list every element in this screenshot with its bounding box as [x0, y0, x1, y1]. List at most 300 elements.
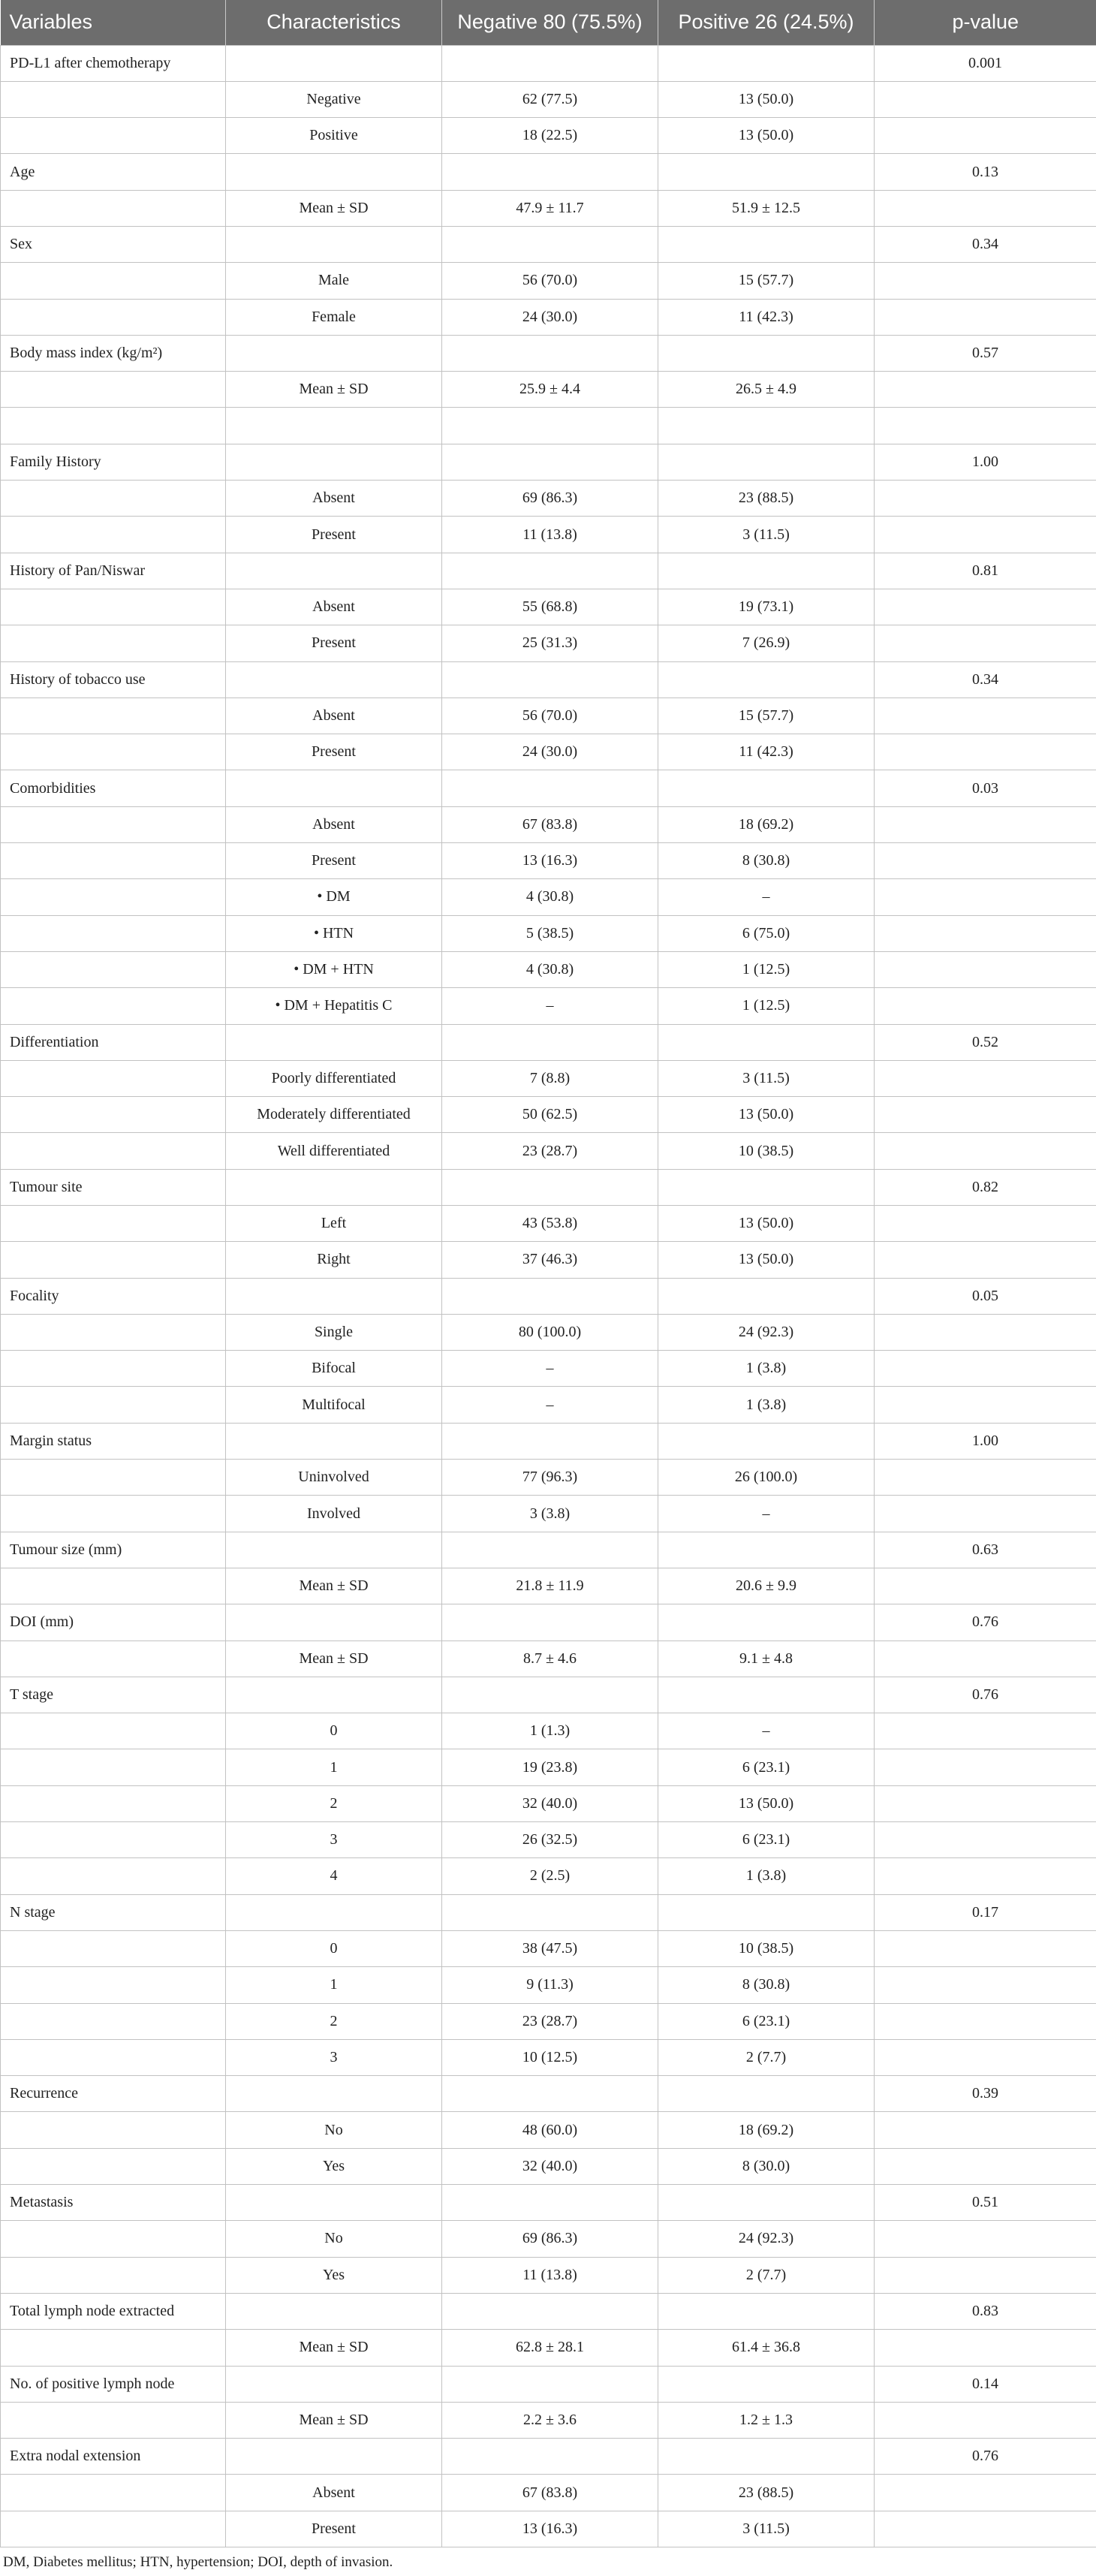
negative-cell: 80 (100.0)	[442, 1314, 658, 1350]
p-value-cell	[875, 915, 1096, 951]
table-row	[1, 1351, 1096, 1387]
negative-cell: 11 (13.8)	[442, 2257, 658, 2293]
p-value-cell	[875, 1496, 1096, 1532]
variable-cell	[1, 1496, 226, 1532]
characteristic-cell: Mean ± SD	[226, 372, 442, 408]
characteristic-cell: Absent	[226, 697, 442, 734]
variable-cell	[1, 843, 226, 879]
p-value-cell: 1.00	[875, 444, 1096, 480]
characteristic-cell	[226, 2439, 442, 2475]
positive-cell: 6 (23.1)	[658, 2003, 875, 2039]
negative-cell	[442, 1278, 658, 1314]
p-value-cell: 0.81	[875, 553, 1096, 589]
variable-cell	[1, 2402, 226, 2438]
negative-cell: 21.8 ± 11.9	[442, 1568, 658, 1604]
negative-cell: 19 (23.8)	[442, 1749, 658, 1785]
p-value-cell	[875, 190, 1096, 226]
variable-cell: PD-L1 after chemotherapy	[1, 45, 226, 81]
variable-cell	[1, 2221, 226, 2257]
variable-cell	[1, 1097, 226, 1133]
negative-cell: 32 (40.0)	[442, 2148, 658, 2184]
characteristic-cell	[226, 408, 442, 444]
negative-cell: 1 (1.3)	[442, 1713, 658, 1749]
characteristic-cell: • DM + HTN	[226, 951, 442, 987]
negative-cell: 13 (16.3)	[442, 843, 658, 879]
positive-cell: 51.9 ± 12.5	[658, 190, 875, 226]
negative-cell	[442, 553, 658, 589]
variable-cell	[1, 1242, 226, 1278]
positive-cell: 6 (75.0)	[658, 915, 875, 951]
positive-cell: 15 (57.7)	[658, 263, 875, 299]
characteristic-cell: • DM + Hepatitis C	[226, 988, 442, 1024]
p-value-cell: 0.52	[875, 1024, 1096, 1060]
p-value-cell	[875, 1133, 1096, 1169]
characteristic-cell: Mean ± SD	[226, 190, 442, 226]
variable-cell	[1, 1641, 226, 1677]
header-negative: Negative 80 (75.5%)	[442, 0, 658, 45]
p-value-cell	[875, 1387, 1096, 1423]
negative-cell	[442, 2366, 658, 2402]
characteristic-cell: 1	[226, 1967, 442, 2003]
variable-cell	[1, 408, 226, 444]
characteristic-cell: Present	[226, 517, 442, 553]
positive-cell: 61.4 ± 36.8	[658, 2330, 875, 2366]
table-row	[1, 1206, 1096, 1242]
table-row	[1, 1496, 1096, 1532]
table-row	[1, 1894, 1096, 1930]
variable-cell	[1, 1314, 226, 1350]
characteristic-cell	[226, 553, 442, 589]
characteristic-cell	[226, 661, 442, 697]
characteristic-cell	[226, 45, 442, 81]
table-row	[1, 1967, 1096, 2003]
variable-cell	[1, 1930, 226, 1966]
characteristic-cell	[226, 1604, 442, 1641]
table-row	[1, 444, 1096, 480]
p-value-cell	[875, 951, 1096, 987]
variable-cell	[1, 1967, 226, 2003]
positive-cell	[658, 1677, 875, 1713]
characteristic-cell: Well differentiated	[226, 1133, 442, 1169]
table-row	[1, 770, 1096, 806]
variable-cell	[1, 1387, 226, 1423]
negative-cell: 77 (96.3)	[442, 1460, 658, 1496]
negative-cell: 25 (31.3)	[442, 625, 658, 661]
negative-cell	[442, 1677, 658, 1713]
characteristic-cell: Mean ± SD	[226, 1641, 442, 1677]
characteristic-cell: Left	[226, 1206, 442, 1242]
p-value-cell	[875, 1713, 1096, 1749]
characteristic-cell: Present	[226, 843, 442, 879]
variable-cell	[1, 951, 226, 987]
variable-cell	[1, 625, 226, 661]
variable-cell: Focality	[1, 1278, 226, 1314]
header-characteristics: Characteristics	[226, 0, 442, 45]
negative-cell: 9 (11.3)	[442, 1967, 658, 2003]
p-value-cell	[875, 1749, 1096, 1785]
characteristic-cell: Involved	[226, 1496, 442, 1532]
positive-cell: 9.1 ± 4.8	[658, 1641, 875, 1677]
p-value-cell	[875, 263, 1096, 299]
characteristic-cell: 2	[226, 1785, 442, 1821]
table-row	[1, 2221, 1096, 2257]
table-row	[1, 843, 1096, 879]
variable-cell: T stage	[1, 1677, 226, 1713]
variable-cell	[1, 372, 226, 408]
p-value-cell	[875, 734, 1096, 770]
table-row	[1, 1785, 1096, 1821]
table-row	[1, 2257, 1096, 2293]
negative-cell: 32 (40.0)	[442, 1785, 658, 1821]
p-value-cell: 1.00	[875, 1423, 1096, 1459]
positive-cell: 23 (88.5)	[658, 481, 875, 517]
positive-cell	[658, 2366, 875, 2402]
characteristic-cell: • DM	[226, 879, 442, 915]
negative-cell: 48 (60.0)	[442, 2112, 658, 2148]
p-value-cell: 0.76	[875, 1677, 1096, 1713]
p-value-cell	[875, 1641, 1096, 1677]
table-row	[1, 661, 1096, 697]
p-value-cell	[875, 1930, 1096, 1966]
characteristic-cell	[226, 2293, 442, 2329]
positive-cell: 7 (26.9)	[658, 625, 875, 661]
characteristic-cell	[226, 770, 442, 806]
p-value-cell	[875, 1060, 1096, 1096]
table-row	[1, 263, 1096, 299]
p-value-cell: 0.14	[875, 2366, 1096, 2402]
table-row	[1, 1314, 1096, 1350]
p-value-cell	[875, 517, 1096, 553]
p-value-cell	[875, 1351, 1096, 1387]
variable-cell	[1, 2257, 226, 2293]
positive-cell: 8 (30.0)	[658, 2148, 875, 2184]
table-row	[1, 1133, 1096, 1169]
p-value-cell: 0.03	[875, 770, 1096, 806]
positive-cell	[658, 1169, 875, 1205]
negative-cell: 56 (70.0)	[442, 697, 658, 734]
variable-cell	[1, 2330, 226, 2366]
table-row	[1, 1169, 1096, 1205]
table-row	[1, 1604, 1096, 1641]
p-value-cell	[875, 1314, 1096, 1350]
positive-cell: –	[658, 1496, 875, 1532]
characteristic-cell	[226, 1278, 442, 1314]
p-value-cell	[875, 2003, 1096, 2039]
table-row	[1, 879, 1096, 915]
characteristic-cell	[226, 2366, 442, 2402]
characteristic-cell: Mean ± SD	[226, 2402, 442, 2438]
table-row	[1, 2003, 1096, 2039]
p-value-cell: 0.34	[875, 661, 1096, 697]
table-row	[1, 1460, 1096, 1496]
positive-cell	[658, 45, 875, 81]
variable-cell	[1, 1133, 226, 1169]
variable-cell: No. of positive lymph node	[1, 2366, 226, 2402]
p-value-cell: 0.57	[875, 335, 1096, 371]
characteristic-cell: No	[226, 2221, 442, 2257]
positive-cell: 2 (7.7)	[658, 2257, 875, 2293]
positive-cell	[658, 1278, 875, 1314]
characteristic-cell: • HTN	[226, 915, 442, 951]
table-row	[1, 1532, 1096, 1568]
variable-cell	[1, 118, 226, 154]
negative-cell	[442, 154, 658, 190]
negative-cell	[442, 408, 658, 444]
negative-cell: 3 (3.8)	[442, 1496, 658, 1532]
table-row	[1, 2366, 1096, 2402]
characteristic-cell: No	[226, 2112, 442, 2148]
positive-cell	[658, 1423, 875, 1459]
table-row	[1, 1822, 1096, 1858]
negative-cell	[442, 45, 658, 81]
table-row	[1, 299, 1096, 335]
negative-cell	[442, 1423, 658, 1459]
negative-cell: 69 (86.3)	[442, 2221, 658, 2257]
positive-cell: 1 (12.5)	[658, 988, 875, 1024]
negative-cell: 56 (70.0)	[442, 263, 658, 299]
positive-cell: 1 (3.8)	[658, 1351, 875, 1387]
negative-cell: 5 (38.5)	[442, 915, 658, 951]
variable-cell	[1, 915, 226, 951]
variable-cell	[1, 517, 226, 553]
characteristic-cell: Poorly differentiated	[226, 1060, 442, 1096]
variable-cell: Differentiation	[1, 1024, 226, 1060]
table-row	[1, 1242, 1096, 1278]
table-row	[1, 734, 1096, 770]
characteristic-cell: Positive	[226, 118, 442, 154]
p-value-cell	[875, 1206, 1096, 1242]
characteristic-cell: 0	[226, 1713, 442, 1749]
variable-cell	[1, 806, 226, 842]
characteristic-cell	[226, 1894, 442, 1930]
positive-cell: 1 (3.8)	[658, 1858, 875, 1894]
p-value-cell	[875, 1967, 1096, 2003]
positive-cell	[658, 226, 875, 262]
table-row	[1, 553, 1096, 589]
table-row	[1, 1423, 1096, 1459]
variable-cell	[1, 1713, 226, 1749]
p-value-cell	[875, 879, 1096, 915]
table-row	[1, 1930, 1096, 1966]
positive-cell	[658, 1604, 875, 1641]
positive-cell: 13 (50.0)	[658, 1206, 875, 1242]
positive-cell: 1 (3.8)	[658, 1387, 875, 1423]
table-row	[1, 915, 1096, 951]
negative-cell: 13 (16.3)	[442, 2511, 658, 2547]
positive-cell: –	[658, 1713, 875, 1749]
characteristic-cell: Present	[226, 2511, 442, 2547]
positive-cell: 1.2 ± 1.3	[658, 2402, 875, 2438]
table-row	[1, 517, 1096, 553]
variable-cell	[1, 81, 226, 117]
positive-cell: 19 (73.1)	[658, 589, 875, 625]
table-row	[1, 372, 1096, 408]
variable-cell	[1, 481, 226, 517]
negative-cell: 47.9 ± 11.7	[442, 190, 658, 226]
negative-cell: 10 (12.5)	[442, 2039, 658, 2075]
table-row	[1, 1749, 1096, 1785]
negative-cell: –	[442, 988, 658, 1024]
positive-cell	[658, 2076, 875, 2112]
table-row	[1, 2475, 1096, 2511]
characteristic-cell	[226, 1532, 442, 1568]
p-value-cell: 0.76	[875, 1604, 1096, 1641]
table-row	[1, 2293, 1096, 2329]
positive-cell: 3 (11.5)	[658, 517, 875, 553]
variable-cell: Tumour size (mm)	[1, 1532, 226, 1568]
p-value-cell	[875, 697, 1096, 734]
positive-cell: 15 (57.7)	[658, 697, 875, 734]
characteristic-cell: Present	[226, 734, 442, 770]
p-value-cell: 0.001	[875, 45, 1096, 81]
variable-cell: Total lymph node extracted	[1, 2293, 226, 2329]
characteristic-cell: 3	[226, 1822, 442, 1858]
characteristic-cell: Multifocal	[226, 1387, 442, 1423]
table-row	[1, 1024, 1096, 1060]
footnote: DM, Diabetes mellitus; HTN, hypertension; DOI, depth of invasion.	[3, 2554, 393, 2570]
table-row	[1, 226, 1096, 262]
characteristic-cell	[226, 444, 442, 480]
variable-cell	[1, 589, 226, 625]
characteristic-cell: Right	[226, 1242, 442, 1278]
characteristic-cell: Uninvolved	[226, 1460, 442, 1496]
negative-cell	[442, 444, 658, 480]
positive-cell: 18 (69.2)	[658, 806, 875, 842]
table-row	[1, 2439, 1096, 2475]
p-value-cell	[875, 2475, 1096, 2511]
table-row	[1, 1713, 1096, 1749]
variable-cell	[1, 1568, 226, 1604]
variable-cell: Metastasis	[1, 2185, 226, 2221]
p-value-cell	[875, 1568, 1096, 1604]
characteristic-cell: Female	[226, 299, 442, 335]
negative-cell: 25.9 ± 4.4	[442, 372, 658, 408]
table-row	[1, 988, 1096, 1024]
negative-cell: 38 (47.5)	[442, 1930, 658, 1966]
p-value-cell	[875, 1460, 1096, 1496]
p-value-cell	[875, 2039, 1096, 2075]
table-row	[1, 190, 1096, 226]
positive-cell: 2 (7.7)	[658, 2039, 875, 2075]
positive-cell: 24 (92.3)	[658, 2221, 875, 2257]
negative-cell	[442, 770, 658, 806]
p-value-cell	[875, 1785, 1096, 1821]
positive-cell: 6 (23.1)	[658, 1822, 875, 1858]
positive-cell: 20.6 ± 9.9	[658, 1568, 875, 1604]
table-row	[1, 335, 1096, 371]
positive-cell: 23 (88.5)	[658, 2475, 875, 2511]
positive-cell: 13 (50.0)	[658, 81, 875, 117]
variable-cell	[1, 879, 226, 915]
positive-cell	[658, 408, 875, 444]
negative-cell: 50 (62.5)	[442, 1097, 658, 1133]
p-value-cell	[875, 2221, 1096, 2257]
characteristic-cell: Absent	[226, 2475, 442, 2511]
table-row	[1, 806, 1096, 842]
variable-cell	[1, 1351, 226, 1387]
table-row	[1, 1568, 1096, 1604]
variable-cell	[1, 190, 226, 226]
positive-cell	[658, 1024, 875, 1060]
variable-cell	[1, 734, 226, 770]
p-value-cell: 0.34	[875, 226, 1096, 262]
p-value-cell	[875, 2511, 1096, 2547]
p-value-cell	[875, 408, 1096, 444]
positive-cell: 24 (92.3)	[658, 1314, 875, 1350]
negative-cell: 43 (53.8)	[442, 1206, 658, 1242]
table-row	[1, 1641, 1096, 1677]
characteristic-cell: Bifocal	[226, 1351, 442, 1387]
positive-cell: 13 (50.0)	[658, 118, 875, 154]
characteristic-cell: 3	[226, 2039, 442, 2075]
negative-cell: 24 (30.0)	[442, 299, 658, 335]
p-value-cell: 0.05	[875, 1278, 1096, 1314]
p-value-cell	[875, 806, 1096, 842]
positive-cell: 3 (11.5)	[658, 1060, 875, 1096]
negative-cell	[442, 1604, 658, 1641]
characteristic-cell: Mean ± SD	[226, 2330, 442, 2366]
negative-cell: 69 (86.3)	[442, 481, 658, 517]
variable-cell: Tumour site	[1, 1169, 226, 1205]
characteristic-cell: Absent	[226, 481, 442, 517]
negative-cell: 67 (83.8)	[442, 806, 658, 842]
characteristic-cell: Mean ± SD	[226, 1568, 442, 1604]
negative-cell: 4 (30.8)	[442, 879, 658, 915]
p-value-cell: 0.39	[875, 2076, 1096, 2112]
p-value-cell	[875, 2257, 1096, 2293]
positive-cell: 8 (30.8)	[658, 1967, 875, 2003]
table-row	[1, 589, 1096, 625]
negative-cell: 37 (46.3)	[442, 1242, 658, 1278]
variable-cell	[1, 1822, 226, 1858]
variable-cell	[1, 299, 226, 335]
variable-cell	[1, 1060, 226, 1096]
variable-cell: Age	[1, 154, 226, 190]
positive-cell	[658, 2185, 875, 2221]
negative-cell: –	[442, 1351, 658, 1387]
variable-cell	[1, 697, 226, 734]
negative-cell	[442, 335, 658, 371]
table-row	[1, 1097, 1096, 1133]
p-value-cell	[875, 1097, 1096, 1133]
characteristic-cell	[226, 154, 442, 190]
p-value-cell	[875, 81, 1096, 117]
negative-cell	[442, 1532, 658, 1568]
variable-cell	[1, 2039, 226, 2075]
positive-cell: 1 (12.5)	[658, 951, 875, 987]
p-value-cell	[875, 988, 1096, 1024]
positive-cell	[658, 335, 875, 371]
table-row	[1, 1858, 1096, 1894]
characteristic-cell: Yes	[226, 2148, 442, 2184]
characteristic-cell	[226, 1169, 442, 1205]
negative-cell: 8.7 ± 4.6	[442, 1641, 658, 1677]
positive-cell	[658, 553, 875, 589]
variable-cell: DOI (mm)	[1, 1604, 226, 1641]
characteristic-cell	[226, 1423, 442, 1459]
characteristic-cell	[226, 2185, 442, 2221]
negative-cell: 11 (13.8)	[442, 517, 658, 553]
characteristic-cell	[226, 1024, 442, 1060]
positive-cell	[658, 154, 875, 190]
negative-cell: 55 (68.8)	[442, 589, 658, 625]
positive-cell: 18 (69.2)	[658, 2112, 875, 2148]
p-value-cell: 0.63	[875, 1532, 1096, 1568]
negative-cell: 23 (28.7)	[442, 2003, 658, 2039]
header-positive: Positive 26 (24.5%)	[658, 0, 875, 45]
negative-cell: 62 (77.5)	[442, 81, 658, 117]
negative-cell: 62.8 ± 28.1	[442, 2330, 658, 2366]
